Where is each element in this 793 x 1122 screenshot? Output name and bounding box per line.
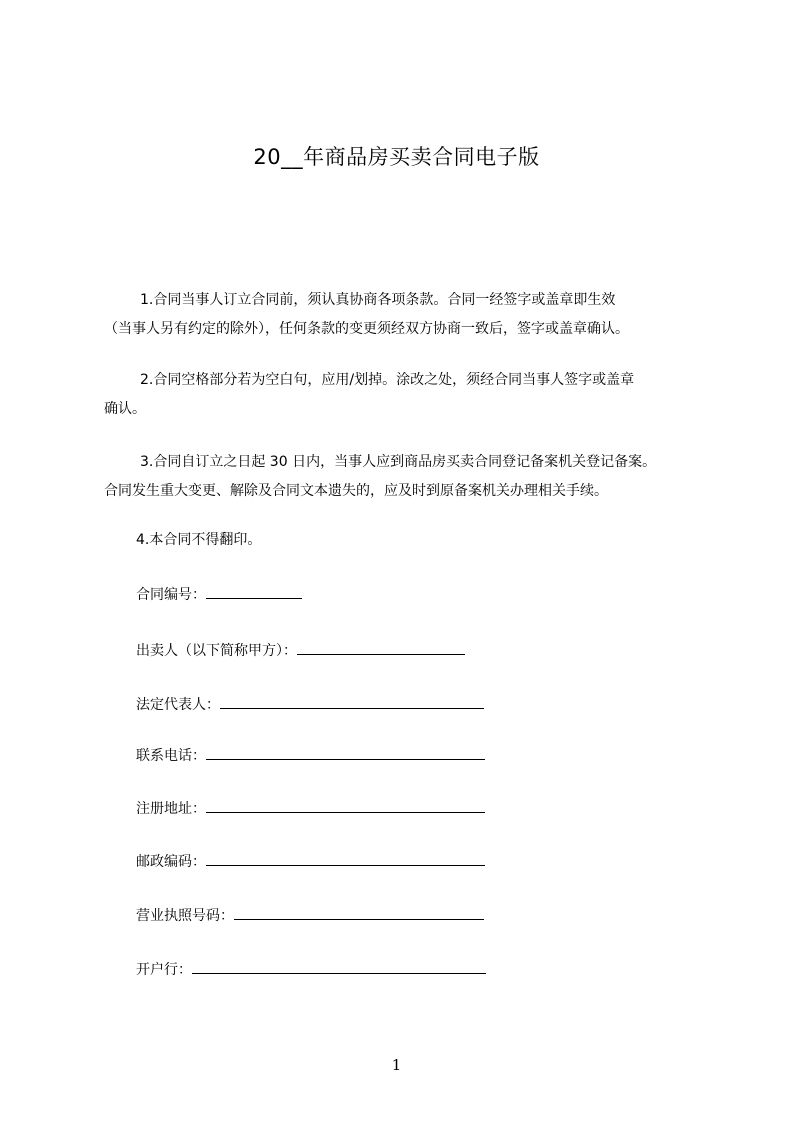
document-title: 20__年商品房买卖合同电子版	[253, 145, 540, 169]
contract-number-blank[interactable]	[206, 584, 302, 599]
contract-number-label: 合同编号：	[136, 587, 206, 603]
contract-number-field	[136, 584, 302, 605]
registered-address-label: 注册地址：	[136, 801, 206, 817]
note-4	[104, 526, 724, 555]
postcode-field	[136, 851, 485, 872]
note-1	[104, 286, 724, 344]
bank-label: 开户行：	[136, 962, 192, 978]
note-2	[104, 366, 724, 424]
legal-representative-blank[interactable]	[220, 694, 484, 709]
registered-address-blank[interactable]	[206, 798, 485, 813]
legal-representative-field	[136, 694, 484, 715]
page-number: 1	[391, 1056, 402, 1074]
phone-field	[136, 745, 485, 766]
note-3	[104, 448, 724, 506]
phone-label: 联系电话：	[136, 748, 206, 764]
note-4-line-1: 4.本合同不得翻印。	[136, 532, 262, 548]
phone-blank[interactable]	[206, 745, 485, 760]
postcode-label: 邮政编码：	[136, 854, 206, 870]
note-3-line-2: 合同发生重大变更、解除及合同文本遗失的，应及时到原备案机关办理相关手续。	[104, 483, 608, 499]
bank-blank[interactable]	[192, 959, 486, 974]
note-3-line-1: 3.合同自订立之日起 30 日内，当事人应到商品房买卖合同登记备案机关登记备案。	[140, 454, 657, 470]
business-license-label: 营业执照号码：	[136, 908, 234, 924]
seller-blank[interactable]	[297, 640, 465, 655]
note-1-line-2: （当事人另有约定的除外），任何条款的变更须经双方协商一致后，签字或盖章确认。	[104, 321, 629, 337]
postcode-blank[interactable]	[206, 851, 485, 866]
note-2-line-2: 确认。	[104, 401, 146, 417]
seller-field	[136, 640, 465, 661]
business-license-field	[136, 905, 484, 926]
note-2-line-1: 2.合同空格部分若为空白句，应用/划掉。涂改之处，须经合同当事人签字或盖章	[140, 372, 635, 388]
business-license-blank[interactable]	[234, 905, 484, 920]
legal-representative-label: 法定代表人：	[136, 697, 220, 713]
seller-label: 出卖人（以下简称甲方）：	[136, 643, 297, 659]
note-1-line-1: 1.合同当事人订立合同前，须认真协商各项条款。合同一经签字或盖章即生效	[140, 292, 616, 308]
registered-address-field	[136, 798, 485, 819]
bank-field	[136, 959, 486, 980]
